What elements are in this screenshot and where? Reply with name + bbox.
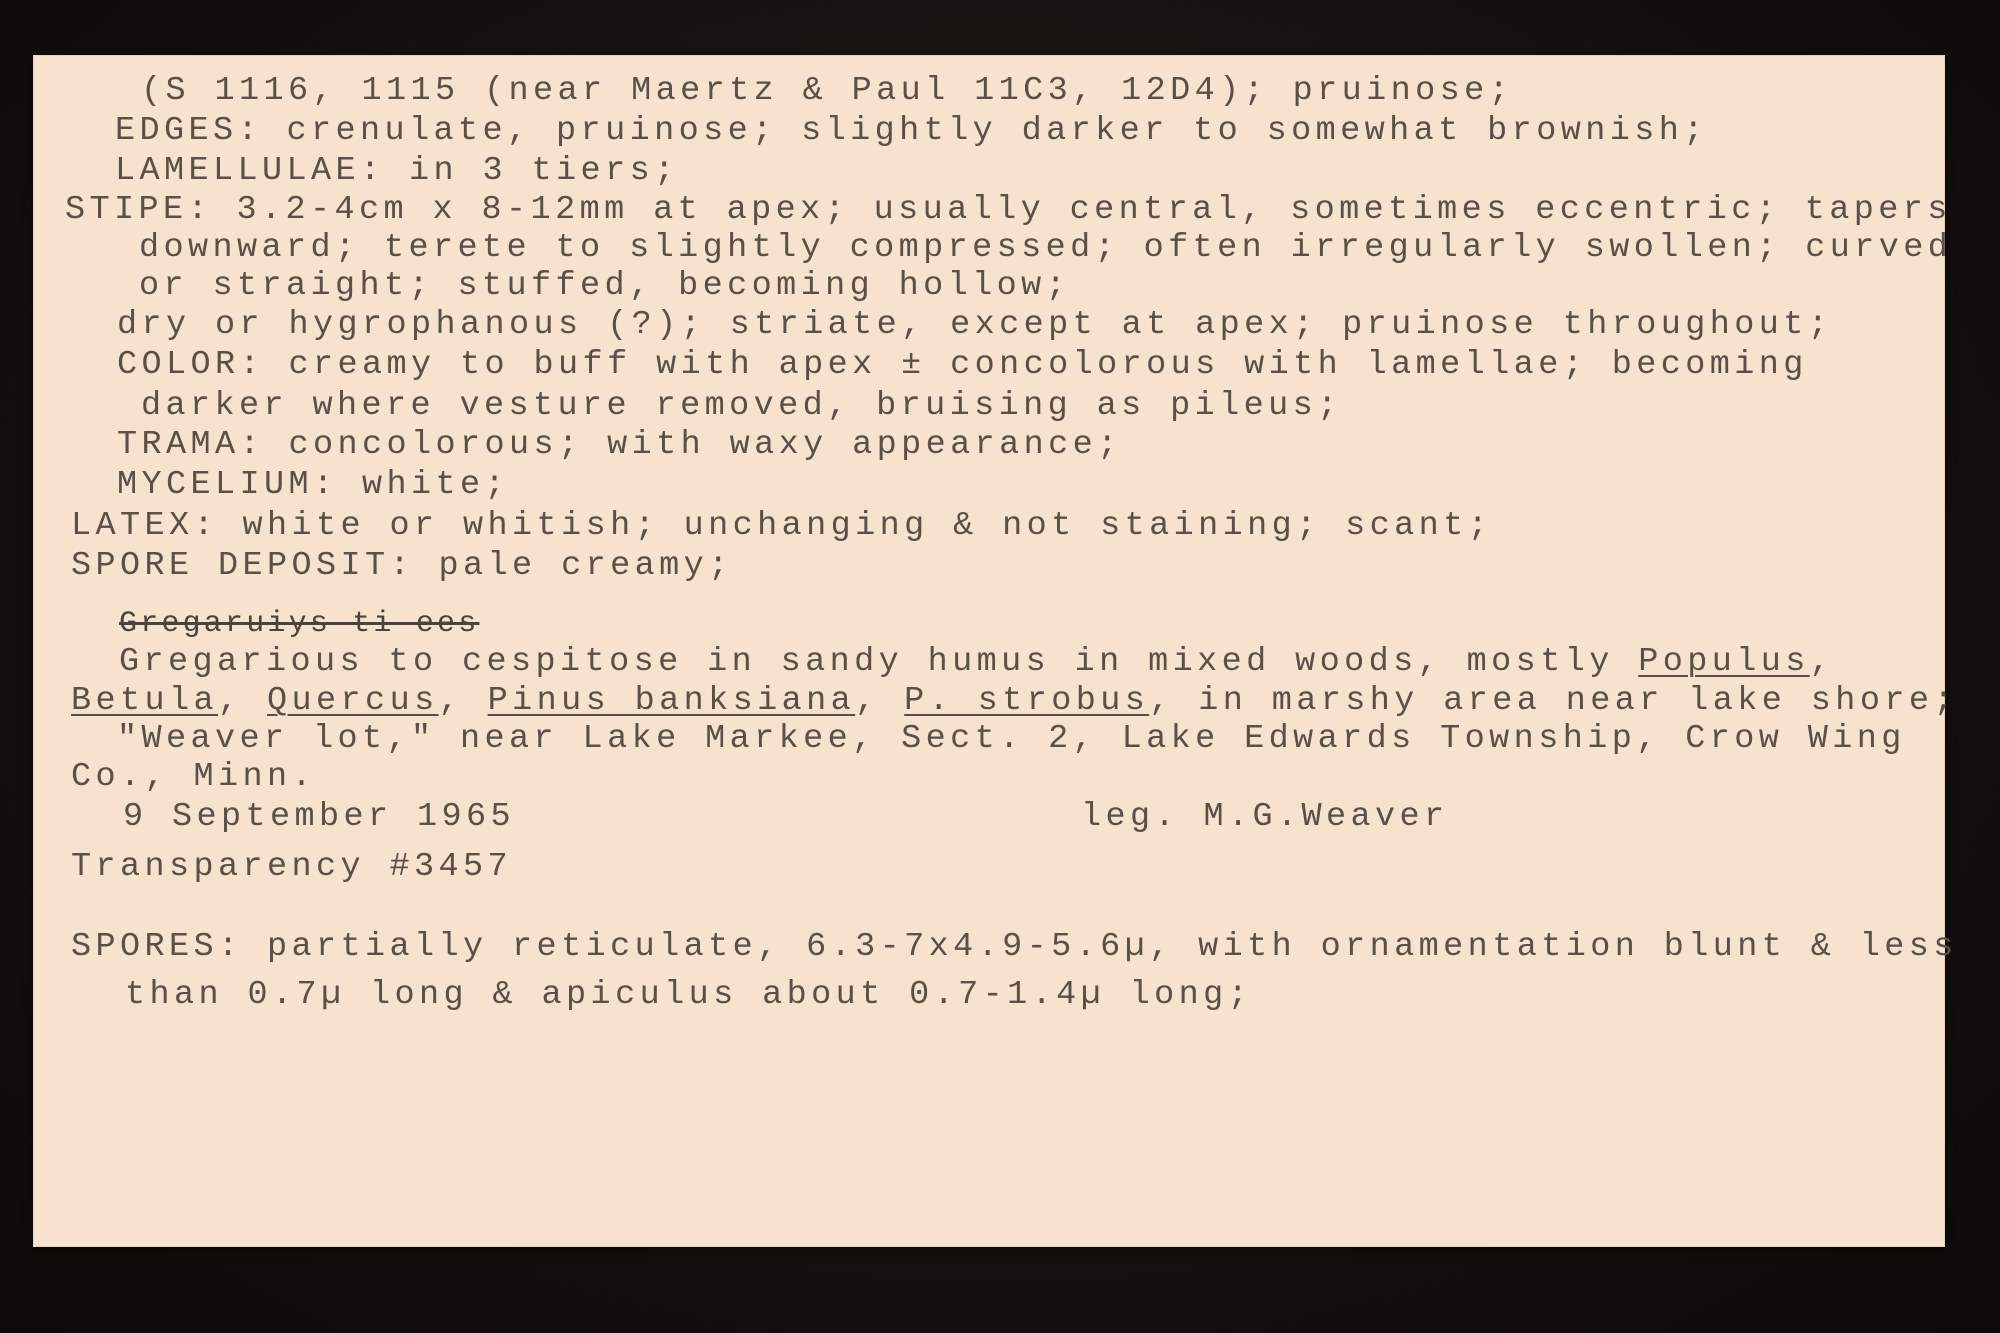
card-line-1: (S 1116, 1115 (near Maertz & Paul 11C3, 12D4); pruinose; [141,72,1514,110]
card-line-trama: TRAMA: concolorous; with waxy appearance; [117,426,1122,464]
separator: , [218,682,268,720]
spores-line-2: than 0.7µ long & apiculus about 0.7-1.4µ long; [125,976,1253,1014]
habitat-line-2 [71,681,1958,721]
habitat-line-4: Co., Minn. [71,758,317,796]
card-line-latex: LATEX: white or whitish; unchanging & not staining; scant; [71,507,1493,545]
card-line-spore-deposit: SPORE DEPOSIT: pale creamy; [71,547,733,585]
habitat-text: Gregarious to cespitose in sandy humus in mixed woods, mostly [119,643,1639,681]
card-line-stipe: STIPE: 3.2-4cm x 8-12mm at apex; usually central, sometimes eccentric; tapers [65,191,1952,229]
spores-line-1: SPORES: partially reticulate, 6.3-7x4.9-5.6µ, with ornamentation blunt & less [71,928,1958,966]
card-line-mycelium: MYCELIUM: white; [117,466,510,504]
card-line-edges: EDGES: crenulate, pruinose; slightly darker to somewhat brownish; [115,112,1708,150]
taxon-pinus-banksiana: Pinus banksiana [487,682,856,720]
taxon-populus: Populus [1638,643,1810,681]
card-line-stipe-3: or straight; stuffed, becoming hollow; [139,267,1071,305]
card-line-color: COLOR: creamy to buff with apex ± concolorous with lamellae; becoming [117,346,1808,384]
card-line-lamellulae: LAMELLULAE: in 3 tiers; [115,152,679,190]
struck-out-text: Gregaruiys-ti-ees [119,607,480,641]
taxon-betula: Betula [71,682,219,720]
taxon-quercus: Quercus [267,682,439,720]
card-line-stipe-2: downward; terete to slightly compressed; often irregularly swollen; curved [139,229,1953,267]
habitat-line-1 [119,642,1834,682]
collection-date: 9 September 1965 [123,798,516,836]
taxon-p-strobus: P. strobus [904,682,1150,720]
habitat-line-3: "Weaver lot," near Lake Markee, Sect. 2, Lake Edwards Township, Crow Wing [117,720,1906,758]
index-card [33,55,1958,1247]
card-line-color-2: darker where vesture removed, bruising as pileus; [141,387,1342,425]
separator: , [855,682,905,720]
transparency-number: Transparency #3457 [71,848,513,886]
card-line-stipe-4: dry or hygrophanous (?); striate, except at apex; pruinose throughout; [117,306,1833,344]
habitat-comma: , [1809,643,1835,681]
habitat-tail: , in marshy area near lake shore; [1149,682,1958,720]
separator: , [438,682,488,720]
collector: leg. M.G.Weaver [1081,798,1449,836]
